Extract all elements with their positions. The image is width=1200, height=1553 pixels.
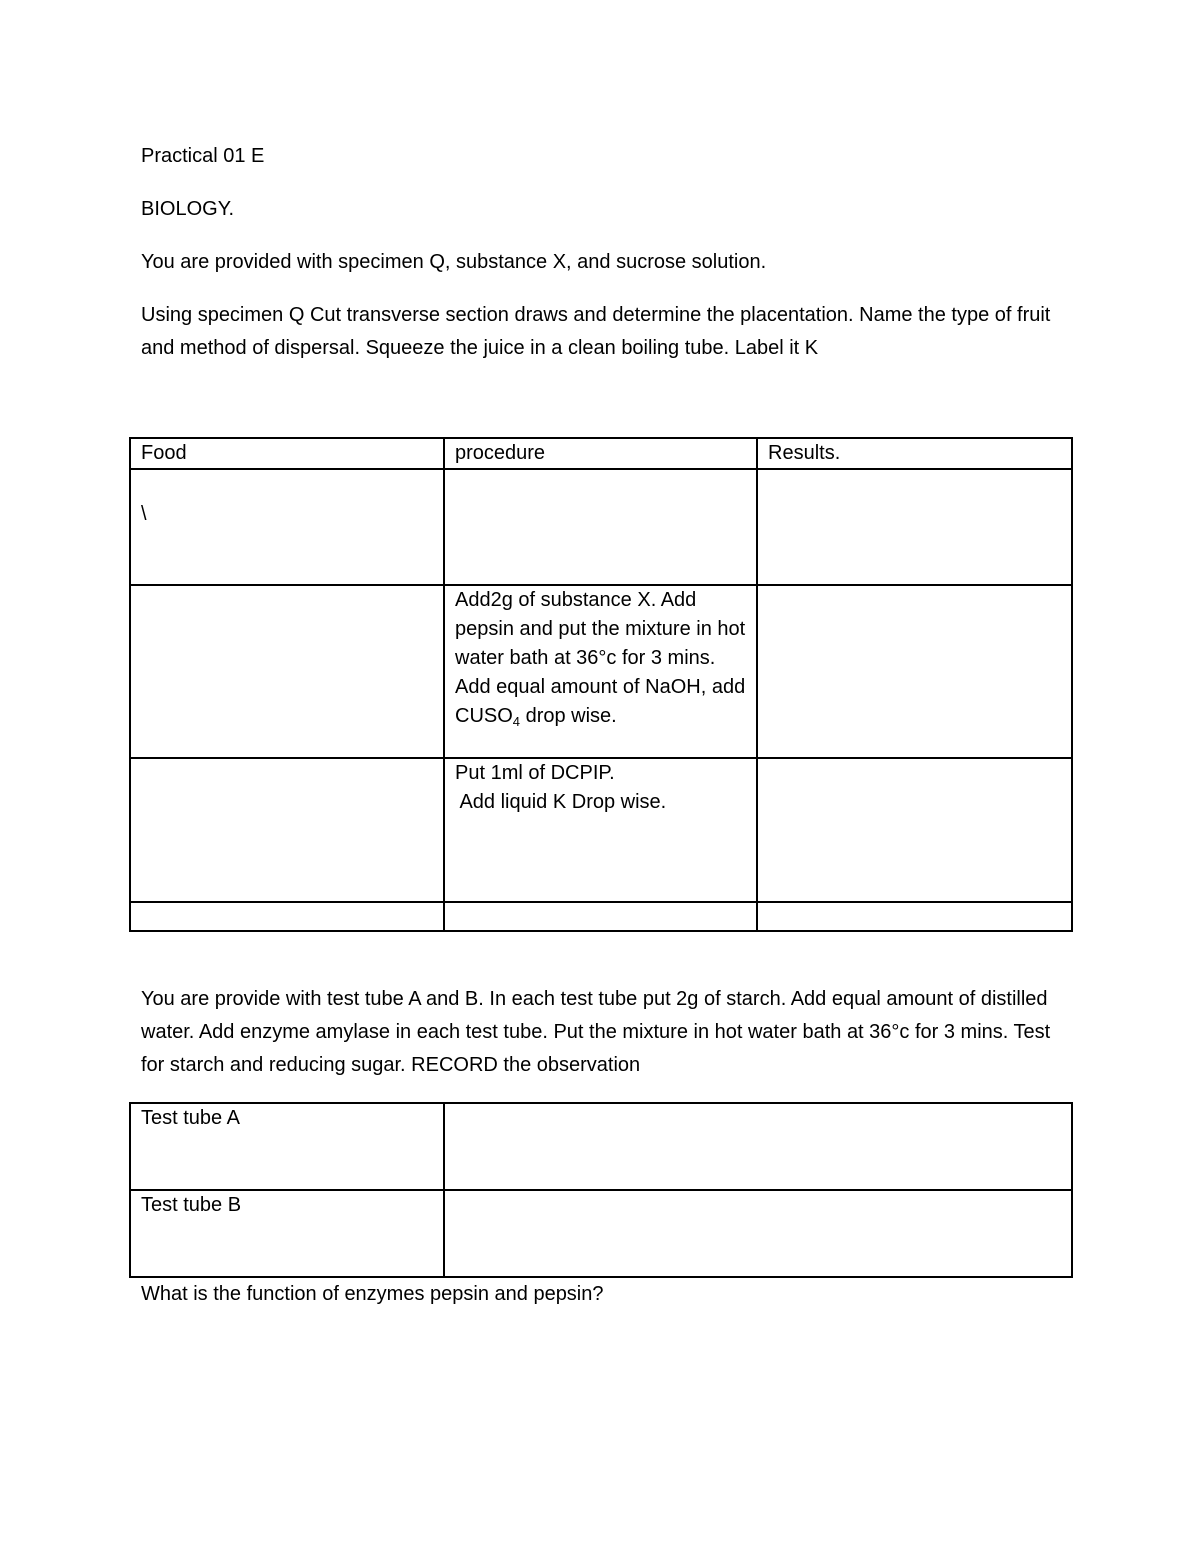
subscript-text: 4	[512, 714, 521, 729]
procedure-cell	[444, 758, 757, 902]
results-cell	[757, 469, 1072, 585]
table-row	[130, 1103, 1072, 1190]
food-cell	[130, 469, 444, 585]
food-test-table	[129, 437, 1073, 932]
subject-heading: BIOLOGY.	[141, 198, 235, 220]
procedure-line: Put 1ml of DCPIP.	[455, 762, 615, 784]
table-row	[130, 902, 1072, 931]
procedure-line: Add liquid K Drop wise.	[455, 791, 667, 813]
food-cell	[130, 585, 444, 758]
food-cell	[130, 758, 444, 902]
procedure-text-end: drop wise.	[520, 705, 617, 727]
document-title: Practical 01 E	[141, 145, 265, 167]
table-row	[130, 758, 1072, 902]
food-cell-text: \	[141, 503, 147, 525]
procedure-cell	[444, 585, 757, 758]
table-row	[130, 585, 1072, 758]
test-tube-table	[129, 1102, 1073, 1278]
food-cell	[130, 902, 444, 931]
procedure-cell	[444, 902, 757, 931]
procedure-text: Add2g of substance X. Add pepsin and put the mixture in hot water bath at 36°c for 3 mins. Add equal amount of NaOH, add CUSO	[455, 589, 746, 727]
table-row	[130, 469, 1072, 585]
results-cell	[757, 758, 1072, 902]
results-cell	[757, 902, 1072, 931]
test-tube-observation	[444, 1190, 1072, 1277]
header-procedure: procedure	[444, 438, 757, 469]
intro-paragraph: You are provided with specimen Q, substance X, and sucrose solution.	[141, 251, 767, 273]
header-results: Results.	[757, 438, 1072, 469]
results-cell	[757, 585, 1072, 758]
header-food: Food	[130, 438, 444, 469]
test-tube-label: Test tube A	[130, 1103, 444, 1190]
test-tube-label: Test tube B	[130, 1190, 444, 1277]
question-text: What is the function of enzymes pepsin and pepsin?	[141, 1283, 604, 1305]
test-tube-observation	[444, 1103, 1072, 1190]
starch-test-paragraph: You are provide with test tube A and B. In each test tube put 2g of starch. Add equal amount of distilled water. Add enzyme amylase in each test tube. Put the mixture in hot water bath at 36°c for 3 mins. Test for starch and reducing sugar. RECORD the observation	[141, 988, 1051, 1076]
instructions-paragraph: Using specimen Q Cut transverse section draws and determine the placentation. Name the type of fruit and method of dispersal. Squeeze the juice in a clean boiling tube. Label it K	[141, 304, 1051, 359]
table-row	[130, 1190, 1072, 1277]
procedure-cell	[444, 469, 757, 585]
table-header-row	[130, 438, 1072, 469]
